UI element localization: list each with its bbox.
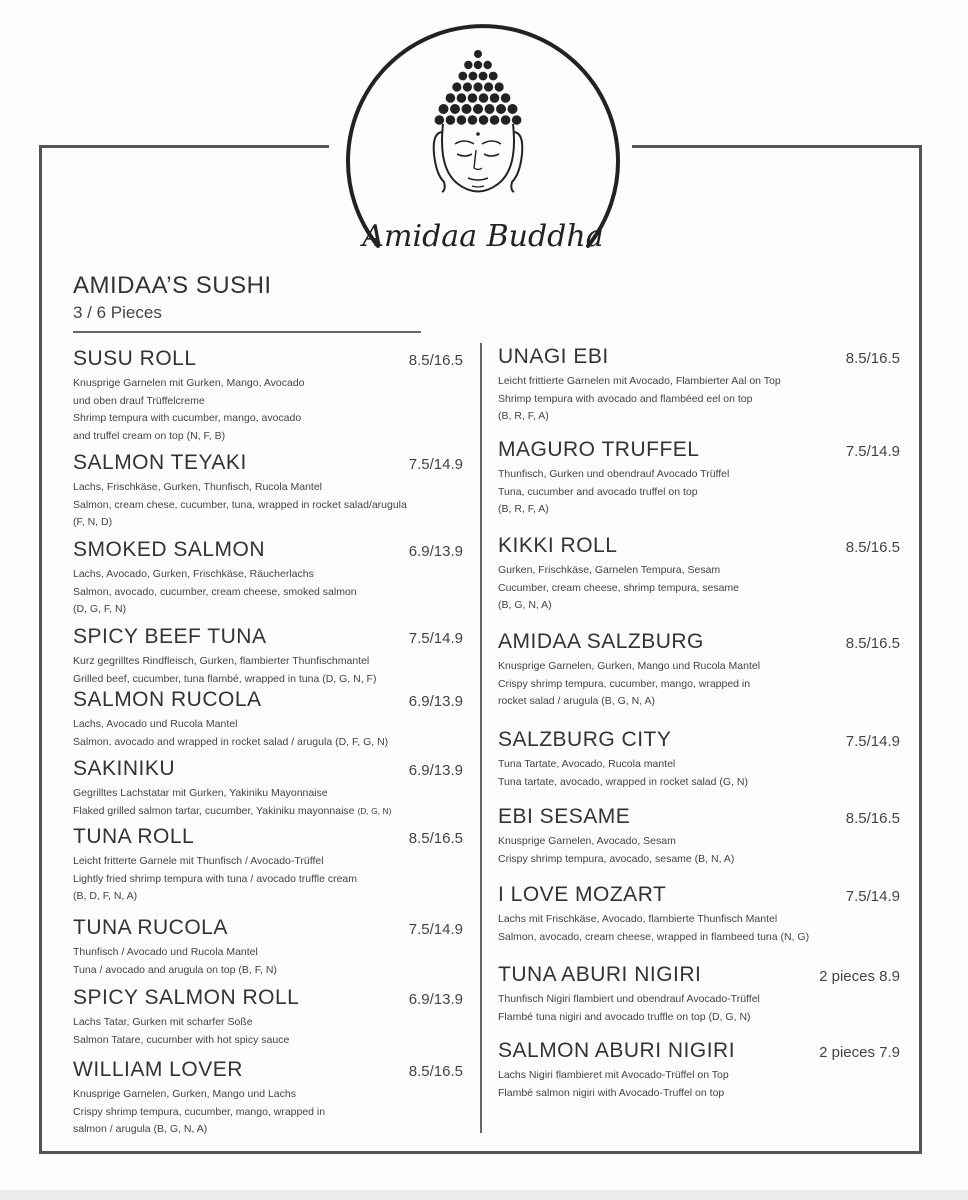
menu-item-name: SPICY BEEF TUNA	[73, 625, 267, 648]
menu-item-name: EBI SESAME	[498, 805, 631, 828]
hair-curl-dot	[490, 93, 500, 103]
menu-item-name: AMIDAA SALZBURG	[498, 630, 704, 653]
hair-curl-dot	[483, 61, 491, 69]
menu-item-price: 6.9/13.9	[408, 762, 463, 779]
description-text: Tuna Tartate, Avocado, Rucola mantel	[498, 758, 676, 770]
menu-item-description	[73, 1014, 289, 1049]
menu-item-description	[73, 944, 277, 979]
menu-item-name: TUNA RUCOLA	[73, 916, 228, 939]
description-line	[498, 774, 748, 792]
menu-item-name: SUSU ROLL	[73, 347, 197, 370]
description-line	[73, 1104, 325, 1122]
frame-left	[39, 145, 42, 1154]
description-text: Thunfisch / Avocado und Rucola Mantel	[73, 946, 258, 958]
hair-curl-dot	[473, 104, 483, 114]
hair-curl-dot	[474, 50, 482, 58]
menu-item-name: I LOVE MOZART	[498, 883, 667, 906]
description-text: Tuna tartate, avocado, wrapped in rocket salad (G, N)	[498, 775, 748, 788]
description-text: Salmon, avocado, cucumber, cream cheese, smoked salmon	[73, 585, 357, 598]
hair-curl-dot	[501, 115, 511, 125]
description-line	[498, 1067, 729, 1085]
menu-item-description	[73, 479, 407, 532]
description-line	[498, 658, 760, 676]
description-text: Knusprige Garnelen, Gurken, Mango und Lachs	[73, 1088, 296, 1100]
description-line	[73, 785, 391, 803]
hair-curl-dot	[496, 104, 506, 114]
hair-curl-dot	[469, 72, 478, 81]
menu-item-name: SALMON ABURI NIGIRI	[498, 1039, 736, 1062]
menu-item-description	[498, 756, 748, 791]
description-line	[73, 944, 277, 962]
description-text: Salmon, avocado and wrapped in rocket salad / arugula (D, F, G, N)	[73, 735, 389, 748]
description-line	[73, 584, 357, 602]
menu-item-price: 7.5/14.9	[408, 456, 463, 473]
menu-item-description	[73, 716, 388, 751]
description-text: Flambé salmon nigiri with Avocado-Truffel on top	[498, 1086, 725, 1099]
section-subtitle: 3 / 6 Pieces	[73, 303, 162, 322]
section-divider	[73, 331, 421, 333]
description-text: (B, G, N, A)	[498, 599, 552, 611]
description-text: (F, N, D)	[73, 516, 113, 528]
description-line	[73, 1086, 325, 1104]
description-line	[73, 803, 391, 821]
description-text: Crispy shrimp tempura, cucumber, mango, wrapped in	[498, 677, 751, 690]
description-line	[498, 466, 729, 484]
description-text: Grilled beef, cucumber, tuna flambé, wrapped in tuna (D, G, N, F)	[73, 672, 377, 685]
column-divider	[480, 343, 482, 1133]
menu-item-description	[73, 653, 376, 688]
hair-curl-dot	[446, 93, 456, 103]
description-text: Knusprige Garnelen, Gurken, Mango und Rucola Mantel	[498, 660, 761, 672]
hair-curl-dot	[479, 72, 488, 81]
description-line	[498, 408, 781, 426]
description-line	[73, 375, 305, 393]
menu-item-price: 8.5/16.5	[845, 350, 900, 367]
description-line	[73, 1032, 289, 1050]
description-text: Lachs, Avocado, Gurken, Frischkäse, Räucherlachs	[73, 568, 314, 580]
menu-item-name: MAGURO TRUFFEL	[498, 438, 700, 461]
hair-curl-dot	[474, 61, 482, 69]
description-text: Lachs, Frischkäse, Gurken, Thunfisch, Rucola Mantel	[73, 481, 323, 493]
description-text: rocket salad / arugula (B, G, N, A)	[498, 695, 655, 707]
menu-item-price: 7.5/14.9	[408, 921, 463, 938]
menu-item-description	[73, 853, 357, 906]
hair-curl-dot	[464, 61, 472, 69]
menu-item-description	[498, 562, 739, 615]
description-line	[498, 991, 760, 1009]
menu-item-name: SAKINIKU	[73, 757, 176, 780]
description-text: Salmon Tatare, cucumber with hot spicy sauce	[73, 1033, 290, 1046]
hair-curl-dot	[484, 82, 493, 91]
description-line	[498, 833, 734, 851]
description-text: Knusprige Garnelen, Avocado, Sesam	[498, 835, 676, 847]
menu-item-price: 8.5/16.5	[408, 1063, 463, 1080]
buddha-head-icon	[434, 50, 523, 192]
menu-item-price: 6.9/13.9	[408, 543, 463, 560]
description-text: (D, G, F, N)	[73, 603, 127, 615]
menu-item-description	[498, 991, 760, 1026]
menu-item-price: 8.5/16.5	[845, 810, 900, 827]
menu-item-price: 7.5/14.9	[845, 733, 900, 750]
hair-curl-dot	[501, 93, 511, 103]
hair-curl-dot	[485, 104, 495, 114]
description-text: Lachs, Avocado und Rucola Mantel	[73, 718, 238, 730]
hair-curl-dot	[458, 72, 467, 81]
description-line	[73, 601, 357, 619]
menu-item-price: 6.9/13.9	[408, 693, 463, 710]
description-text: Cucumber, cream cheese, shrimp tempura, sesame	[498, 581, 740, 594]
hair-curl-dot	[457, 93, 467, 103]
hair-curl-dot	[512, 115, 522, 125]
description-line	[73, 888, 357, 906]
frame-bottom	[39, 1151, 922, 1154]
description-line	[73, 734, 388, 752]
menu-item-name: KIKKI ROLL	[498, 534, 618, 557]
description-line	[498, 373, 781, 391]
description-text: Lachs Nigiri flambieret mit Avocado-Trüffel on Top	[498, 1069, 729, 1081]
menu-item-description	[73, 566, 357, 619]
description-line	[498, 1085, 729, 1103]
description-line	[73, 1014, 289, 1032]
description-text: Gurken, Frischkäse, Garnelen Tempura, Sesam	[498, 564, 721, 576]
description-text: Lachs Tatar, Gurken mit scharfer Soße	[73, 1016, 253, 1028]
hair-curl-dot	[479, 93, 489, 103]
menu-item-price: 7.5/14.9	[845, 888, 900, 905]
menu-item-description	[498, 466, 729, 519]
description-line	[73, 428, 305, 446]
description-text: Crispy shrimp tempura, avocado, sesame (B, N, A)	[498, 852, 735, 865]
hair-curl-dot	[457, 115, 467, 125]
description-text: Kurz gegrilltes Rindfleisch, Gurken, flambierter Thunfischmantel	[73, 655, 370, 667]
description-line	[73, 514, 407, 532]
description-text: Thunfisch Nigiri flambiert und obendrauf Avocado-Trüffel	[498, 993, 760, 1005]
description-text: Tuna / avocado and arugula on top (B, F, N)	[73, 963, 277, 976]
description-line	[498, 580, 739, 598]
menu-item-name: TUNA ROLL	[73, 825, 195, 848]
description-line	[73, 497, 407, 515]
description-line	[498, 1009, 760, 1027]
hair-curl-dot	[508, 104, 518, 114]
amidaa-buddha-logo	[338, 14, 628, 264]
hair-curl-dot	[489, 72, 498, 81]
menu-item-description	[498, 373, 781, 426]
menu-item-description	[498, 658, 760, 711]
description-line	[73, 716, 388, 734]
menu-item-price: 2 pieces 7.9	[819, 1044, 900, 1061]
menu-item-description	[73, 1086, 325, 1139]
description-line	[73, 853, 357, 871]
description-line	[73, 671, 376, 689]
menu-item-description	[498, 911, 809, 946]
description-line	[73, 871, 357, 889]
description-line	[498, 851, 734, 869]
description-line	[73, 410, 305, 428]
description-line	[498, 562, 739, 580]
hair-curl-dot	[473, 82, 482, 91]
hair-curl-dot	[435, 115, 445, 125]
description-text: Shrimp tempura with avocado and flambéed eel on top	[498, 392, 753, 405]
frame-right	[919, 145, 922, 1154]
description-line	[498, 693, 760, 711]
menu-item-name: UNAGI EBI	[498, 345, 609, 368]
menu-item-name: WILLIAM LOVER	[73, 1058, 243, 1081]
menu-item-description	[498, 833, 734, 868]
menu-item-description	[73, 785, 391, 820]
menu-item-price: 8.5/16.5	[408, 352, 463, 369]
description-text: Flaked grilled salmon tartar, cucumber, Yakiniku mayonnaise	[73, 804, 355, 817]
description-text: Salmon, avocado, cream cheese, wrapped in flambeed tuna (N, G)	[498, 930, 810, 943]
hair-curl-dot	[462, 104, 472, 114]
description-line	[498, 391, 781, 409]
menu-item-price: 8.5/16.5	[408, 830, 463, 847]
hair-curl-dot	[479, 115, 489, 125]
description-line	[498, 911, 809, 929]
logo-script-text: Amidaa Buddha	[362, 219, 604, 254]
description-text: (B, D, F, N, A)	[73, 890, 138, 902]
allergen-codes: (D, G, N)	[357, 805, 392, 816]
hair-curl-dot	[463, 82, 472, 91]
description-text: Lightly fried shrimp tempura with tuna / avocado truffle cream	[73, 872, 358, 885]
hair-curl-dot	[468, 93, 478, 103]
page-footer-strip	[0, 1190, 968, 1200]
description-line	[498, 929, 809, 947]
description-text: Leicht frittierte Garnelen mit Avocado, Flambierter Aal on Top	[498, 375, 781, 387]
description-line	[498, 501, 729, 519]
menu-item-price: 6.9/13.9	[408, 991, 463, 1008]
menu-item-name: SALZBURG CITY	[498, 728, 672, 751]
hair-curl-dot	[446, 115, 456, 125]
description-text: und oben drauf Trüffelcreme	[73, 394, 205, 407]
description-text: and truffel cream on top (N, F, B)	[73, 429, 226, 442]
description-line	[73, 566, 357, 584]
menu-item-price: 2 pieces 8.9	[819, 968, 900, 985]
menu-item-price: 7.5/14.9	[845, 443, 900, 460]
description-text: Leicht fritterte Garnele mit Thunfisch / Avocado-Trüffel	[73, 855, 324, 867]
menu-item-price: 7.5/14.9	[408, 630, 463, 647]
hair-curl-dot	[452, 82, 461, 91]
description-text: Shrimp tempura with cucumber, mango, avocado	[73, 412, 302, 424]
description-line	[73, 1121, 325, 1139]
description-line	[498, 676, 760, 694]
description-line	[73, 479, 407, 497]
description-text: (B, R, F, A)	[498, 410, 549, 422]
description-text: salmon / arugula (B, G, N, A)	[73, 1123, 208, 1135]
menu-item-name: TUNA ABURI NIGIRI	[498, 963, 702, 986]
description-line	[498, 756, 748, 774]
description-text: Knusprige Garnelen mit Gurken, Mango, Avocado	[73, 377, 305, 389]
hair-curl-dot	[468, 115, 478, 125]
hair-curl-dot	[450, 104, 460, 114]
description-line	[73, 653, 376, 671]
menu-item-description	[498, 1067, 729, 1102]
description-line	[73, 962, 277, 980]
description-text: Flambé tuna nigiri and avocado truffle on top (D, G, N)	[498, 1010, 751, 1023]
frame-top-left	[39, 145, 329, 148]
menu-item-name: SALMON TEYAKI	[73, 451, 247, 474]
description-text: Gegrilltes Lachstatar mit Gurken, Yakiniku Mayonnaise	[73, 787, 328, 799]
description-text: (B, R, F, A)	[498, 503, 549, 515]
menu-item-name: SMOKED SALMON	[73, 538, 266, 561]
hair-curl-dot	[439, 104, 449, 114]
description-line	[498, 484, 729, 502]
hair-curl-dot	[495, 82, 504, 91]
description-line	[73, 393, 305, 411]
description-text: Tuna, cucumber and avocado truffel on top	[498, 485, 698, 498]
description-line	[498, 597, 739, 615]
description-text: Salmon, cream chese, cucumber, tuna, wrapped in rocket salad/arugula	[73, 498, 407, 511]
menu-item-price: 8.5/16.5	[845, 635, 900, 652]
menu-item-price: 8.5/16.5	[845, 539, 900, 556]
frame-top-right	[632, 145, 922, 148]
description-text: Lachs mit Frischkäse, Avocado, flambierte Thunfisch Mantel	[498, 913, 778, 925]
section-title: AMIDAA’S SUSHI	[73, 272, 272, 299]
menu-item-name: SALMON RUCOLA	[73, 688, 262, 711]
menu-item-name: SPICY SALMON ROLL	[73, 986, 300, 1009]
menu-item-description	[73, 375, 305, 445]
description-text: Crispy shrimp tempura, cucumber, mango, wrapped in	[73, 1105, 326, 1118]
description-text: Thunfisch, Gurken und obendrauf Avocado Trüffel	[498, 468, 730, 480]
hair-curl-dot	[490, 115, 500, 125]
